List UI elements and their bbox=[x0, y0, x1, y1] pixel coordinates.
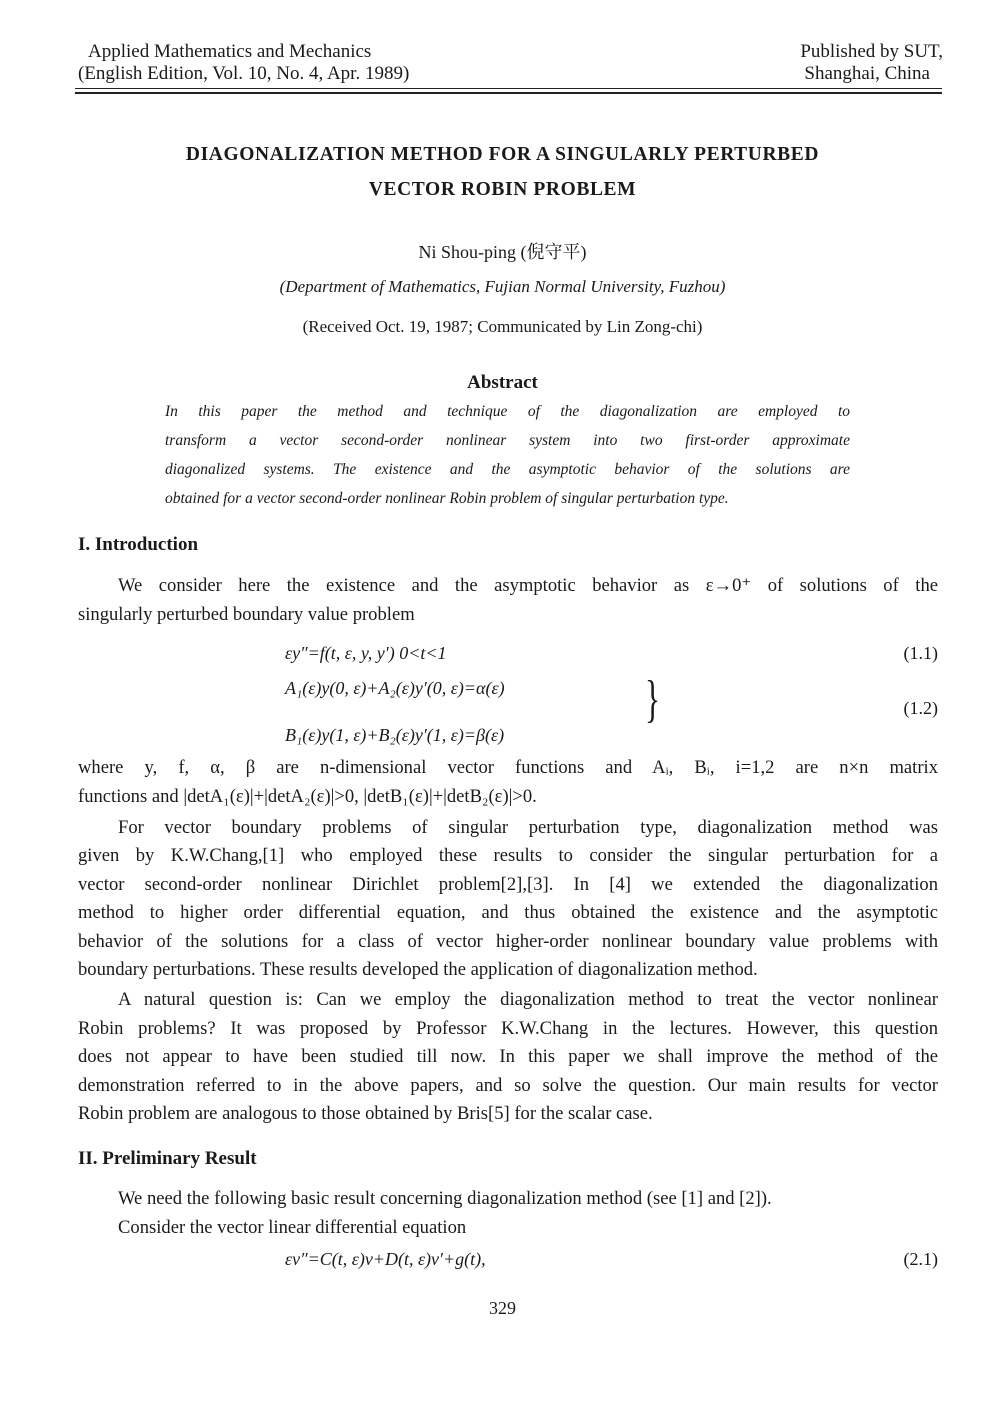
body-line: A natural question is: Can we employ the diagonalization method to treat the vector nonlinear bbox=[118, 989, 938, 1010]
abstract-line: transform a vector second-order nonlinear system into two first-order approximate bbox=[165, 432, 850, 449]
body-line: functions and |detA₁(ε)|+|detA₂(ε)|>0, |detB₁(ε)|+|detB₂(ε)|>0. bbox=[78, 786, 537, 807]
equation-number: (1.1) bbox=[903, 643, 938, 663]
header-rule-thick bbox=[75, 92, 942, 94]
brace-symbol: } bbox=[644, 671, 660, 728]
body-line: We need the following basic result concerning diagonalization method (see [1] and [2]). bbox=[118, 1188, 772, 1209]
affiliation: (Department of Mathematics, Fujian Normal University, Fuzhou) bbox=[279, 277, 726, 296]
body-line: demonstration referred to in the above papers, and so solve the question. Our main results for vector bbox=[78, 1075, 938, 1096]
body-line: given by K.W.Chang,[1] who employed these results to consider the singular perturbation for a bbox=[78, 845, 938, 866]
equation-number: (1.2) bbox=[903, 698, 938, 718]
abstract-line: diagonalized systems. The existence and the asymptotic behavior of the solutions are bbox=[165, 461, 850, 478]
equation-number: (2.1) bbox=[903, 1249, 938, 1269]
body-line: where y, f, α, β are n-dimensional vector functions and Aᵢ, Bᵢ, i=1,2 are n×n matrix bbox=[78, 757, 938, 778]
body-line: Robin problems? It was proposed by Professor K.W.Chang in the lectures. However, this question bbox=[78, 1018, 938, 1039]
section-heading: II. Preliminary Result bbox=[78, 1148, 257, 1169]
received-date: (Received Oct. 19, 1987; Communicated by Lin Zong-chi) bbox=[302, 317, 703, 336]
abstract-line: obtained for a vector second-order nonlinear Robin problem of singular perturbation type. bbox=[165, 490, 729, 507]
journal-issue: (English Edition, Vol. 10, No. 4, Apr. 1989) bbox=[78, 63, 410, 84]
body-line: Consider the vector linear differential equation bbox=[118, 1217, 467, 1238]
body-line: Robin problem are analogous to those obtained by Bris[5] for the scalar case. bbox=[78, 1103, 653, 1124]
section-heading: I. Introduction bbox=[78, 534, 199, 555]
paper-title-line2: VECTOR ROBIN PROBLEM bbox=[368, 179, 637, 200]
body-line: singularly perturbed boundary value problem bbox=[78, 604, 415, 625]
publisher: Published by SUT, bbox=[800, 41, 943, 62]
body-line: boundary perturbations. These results developed the application of diagonalization method. bbox=[78, 959, 758, 980]
body-line: does not appear to have been studied till now. In this paper we shall improve the method of the bbox=[78, 1046, 938, 1067]
body-line: We consider here the existence and the asymptotic behavior as ε→0⁺ of solutions of the bbox=[118, 575, 938, 596]
publisher-location: Shanghai, China bbox=[804, 63, 930, 84]
equation-1-1: εy″=f(t, ε, y, y′) 0<t<1 bbox=[285, 643, 447, 663]
body-line: behavior of the solutions for a class of vector higher-order nonlinear boundary value problems with bbox=[78, 931, 938, 952]
header-rule-thin bbox=[75, 88, 942, 89]
equation-2-1: εv″=C(t, ε)v+D(t, ε)v′+g(t), bbox=[285, 1249, 486, 1269]
body-line: For vector boundary problems of singular perturbation type, diagonalization method was bbox=[118, 817, 938, 838]
paper-title-line1: DIAGONALIZATION METHOD FOR A SINGULARLY PERTURBED bbox=[185, 144, 820, 165]
equation-1-2a: A₁(ε)y(0, ε)+A₂(ε)y′(0, ε)=α(ε) bbox=[285, 678, 505, 698]
page-number: 329 bbox=[489, 1298, 516, 1318]
abstract-line: In this paper the method and technique of the diagonalization are employed to bbox=[165, 403, 850, 420]
abstract-heading: Abstract bbox=[467, 372, 538, 393]
body-line: vector second-order nonlinear Dirichlet problem[2],[3]. In [4] we extended the diagonalization bbox=[78, 874, 938, 895]
equation-1-2b: B₁(ε)y(1, ε)+B₂(ε)y′(1, ε)=β(ε) bbox=[285, 725, 505, 745]
author: Ni Shou-ping (倪守平) bbox=[418, 242, 587, 262]
journal-name: Applied Mathematics and Mechanics bbox=[88, 41, 372, 62]
body-line: method to higher order differential equation, and thus obtained the existence and the asymptotic bbox=[78, 902, 938, 923]
